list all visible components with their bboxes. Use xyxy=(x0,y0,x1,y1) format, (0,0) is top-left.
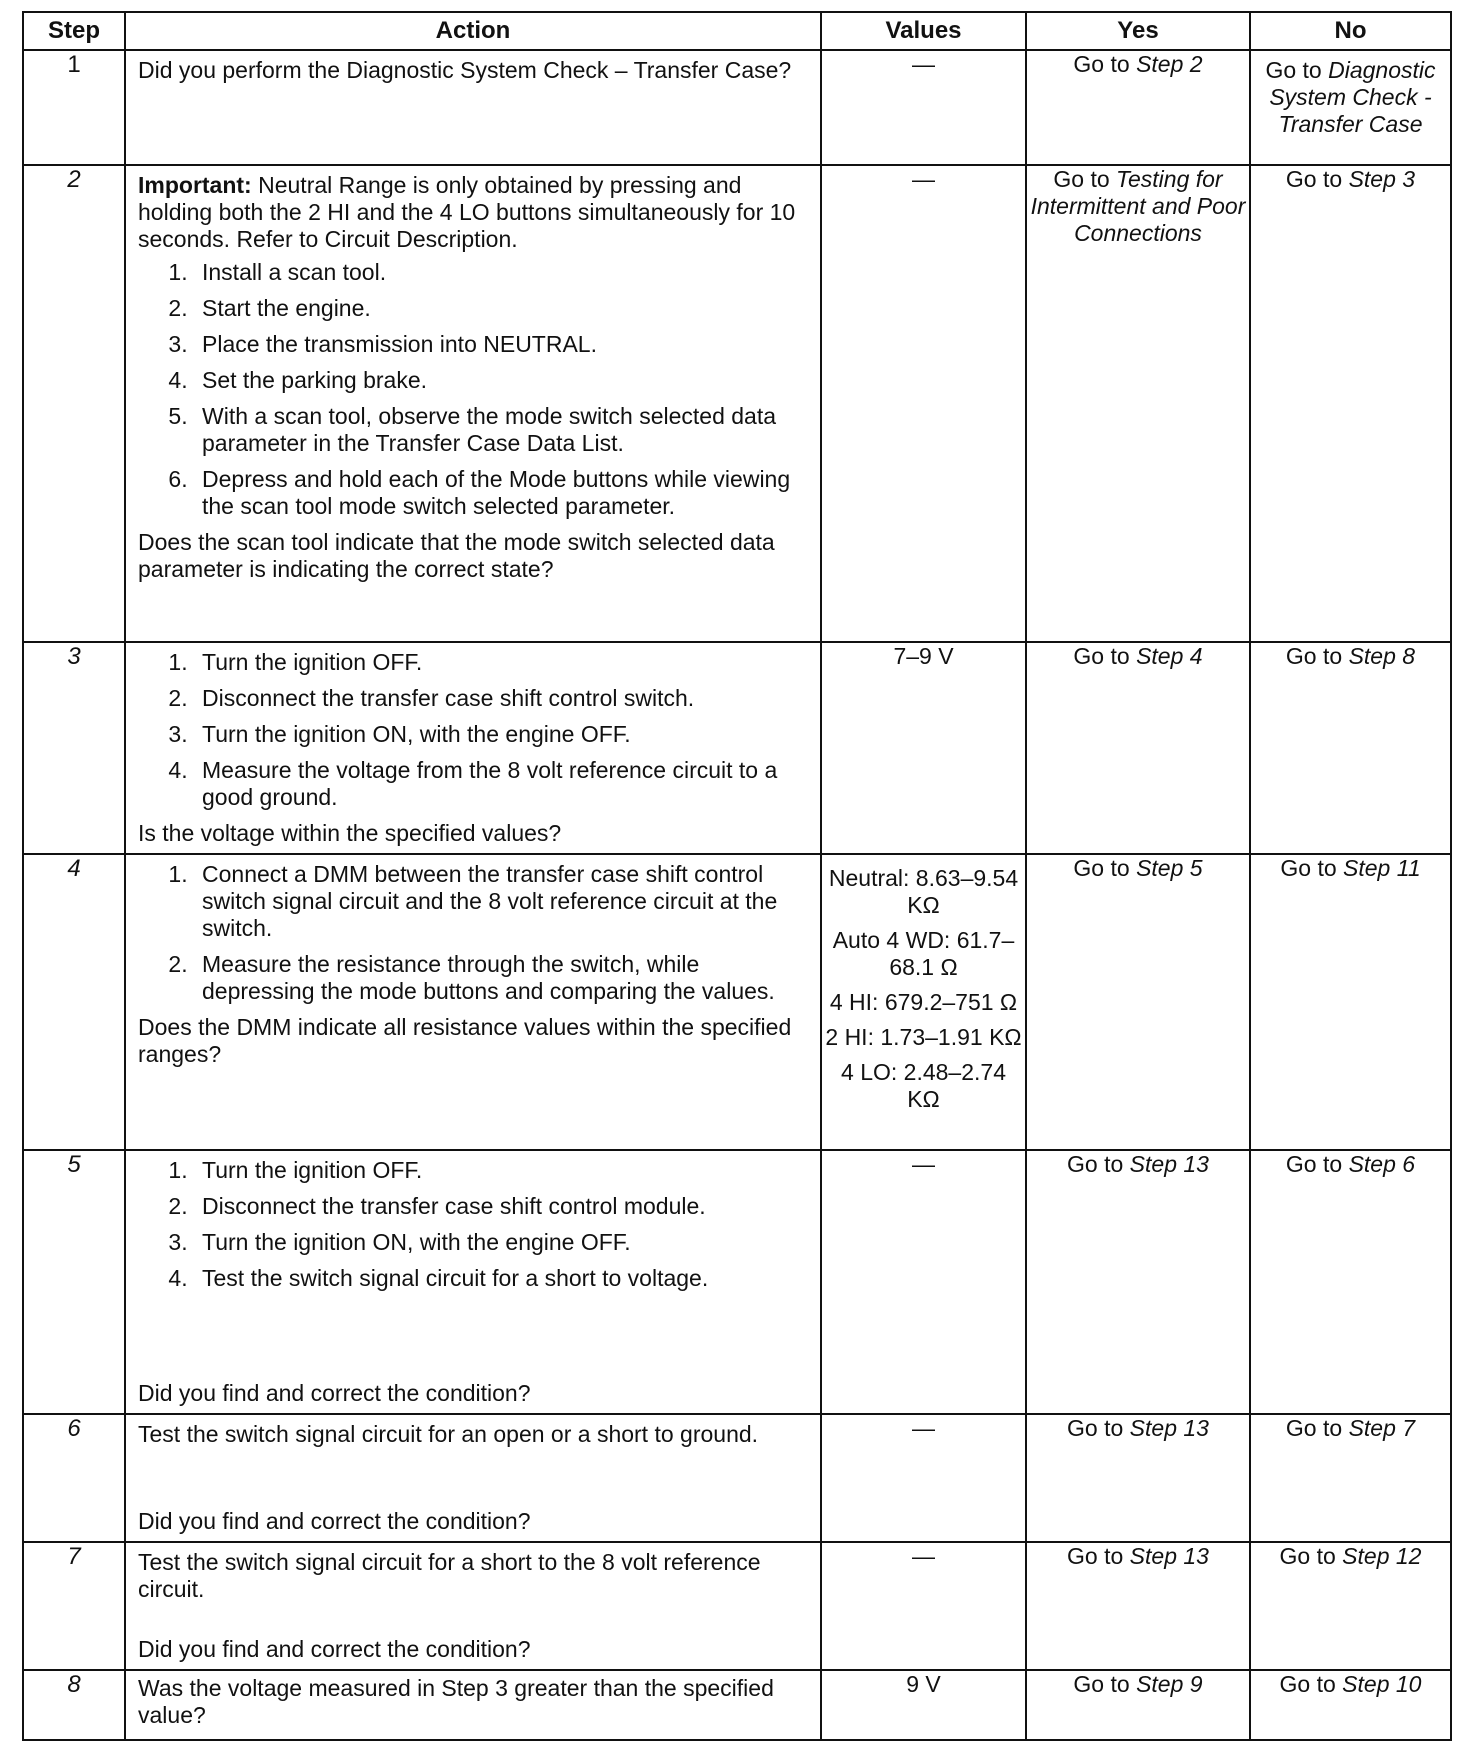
procedure-list xyxy=(138,861,808,1005)
no-prefix: Go to xyxy=(1279,1543,1336,1569)
yes-prefix: Go to xyxy=(1067,1415,1124,1441)
value-item: 4 LO: 2.48–2.74 KΩ xyxy=(841,1059,1006,1112)
no-prefix: Go to xyxy=(1285,1151,1343,1177)
yes-cell xyxy=(1026,1542,1250,1670)
action-cell xyxy=(125,642,821,854)
list-item: 1. Turn the ignition OFF. xyxy=(194,649,808,676)
action-text: Test the switch signal circuit for a short to the 8 volt reference circuit. xyxy=(138,1549,761,1602)
step-number-cell xyxy=(23,50,125,165)
list-item: 2. Disconnect the transfer case shift control module. xyxy=(194,1193,808,1220)
header-row xyxy=(23,12,1451,50)
values-cell xyxy=(821,854,1026,1150)
list-item: 4. Test the switch signal circuit for a short to voltage. xyxy=(194,1265,808,1292)
yes-link[interactable]: Step 13 xyxy=(1129,1151,1209,1177)
step-number-cell xyxy=(23,854,125,1150)
table-row xyxy=(23,1542,1451,1670)
question-text: Does the DMM indicate all resistance values within the specified ranges? xyxy=(138,1014,792,1067)
header-step: Step xyxy=(23,12,125,50)
procedure-list xyxy=(138,649,808,811)
values-text: — xyxy=(912,1543,935,1569)
step-number: 4 xyxy=(67,855,81,882)
table-row xyxy=(23,642,1451,854)
step-number: 2 xyxy=(67,166,81,193)
values-text: — xyxy=(912,51,935,77)
values-cell xyxy=(821,1414,1026,1542)
list-item: 2. Measure the resistance through the switch, while depressing the mode buttons and comparing the values. xyxy=(194,951,808,1005)
yes-cell xyxy=(1026,1670,1250,1740)
important-text: Neutral Range is only obtained by pressing and holding both the 2 HI and the 4 LO buttons simultaneously for 10 seconds. Refer to Circuit Description. xyxy=(138,172,796,252)
values-cell xyxy=(821,1670,1026,1740)
header-action: Action xyxy=(125,12,821,50)
no-prefix: Go to xyxy=(1285,166,1343,192)
value-item: 2 HI: 1.73–1.91 KΩ xyxy=(825,1024,1022,1050)
no-cell xyxy=(1250,1150,1451,1414)
yes-prefix: Go to xyxy=(1073,51,1130,77)
no-cell xyxy=(1250,854,1451,1150)
action-cell xyxy=(125,854,821,1150)
value-item: Auto 4 WD: 61.7–68.1 Ω xyxy=(832,927,1015,980)
yes-link[interactable]: Step 9 xyxy=(1136,1671,1203,1697)
no-link[interactable]: Step 7 xyxy=(1348,1415,1416,1441)
yes-cell xyxy=(1026,1414,1250,1542)
values-text: 7–9 V xyxy=(893,643,954,669)
values-text: — xyxy=(912,1151,935,1177)
no-prefix: Go to xyxy=(1280,855,1337,881)
no-prefix: Go to xyxy=(1265,57,1322,83)
yes-cell xyxy=(1026,165,1250,642)
no-cell xyxy=(1250,642,1451,854)
action-cell xyxy=(125,165,821,642)
step-number-cell xyxy=(23,642,125,854)
no-prefix: Go to xyxy=(1285,643,1343,669)
no-link[interactable]: Step 11 xyxy=(1343,855,1421,881)
step-number: 7 xyxy=(67,1543,81,1570)
no-prefix: Go to xyxy=(1279,1671,1336,1697)
diagnostic-page xyxy=(22,11,1450,1741)
list-item: 6. Depress and hold each of the Mode buttons while viewing the scan tool mode switch selected parameter. xyxy=(194,466,808,520)
procedure-list xyxy=(138,259,808,520)
values-text: — xyxy=(912,166,935,192)
no-link[interactable]: Step 3 xyxy=(1348,166,1416,192)
no-link[interactable]: Step 10 xyxy=(1342,1671,1422,1697)
yes-link[interactable]: Testing for Intermittent and Poor Connections xyxy=(1030,166,1246,246)
yes-cell xyxy=(1026,1150,1250,1414)
yes-cell xyxy=(1026,50,1250,165)
procedure-list xyxy=(138,1157,808,1292)
action-cell xyxy=(125,1542,821,1670)
no-link[interactable]: Diagnostic System Check - Transfer Case xyxy=(1269,57,1436,137)
action-text: Was the voltage measured in Step 3 greater than the specified value? xyxy=(138,1675,774,1728)
yes-prefix: Go to xyxy=(1073,643,1130,669)
no-cell xyxy=(1250,1542,1451,1670)
values-cell xyxy=(821,1150,1026,1414)
step-number: 6 xyxy=(67,1415,81,1442)
list-item: 2. Disconnect the transfer case shift control switch. xyxy=(194,685,808,712)
question-text: Did you find and correct the condition? xyxy=(138,1380,531,1406)
yes-prefix: Go to xyxy=(1073,855,1130,881)
value-item: 4 HI: 679.2–751 Ω xyxy=(829,989,1018,1015)
list-item: 2. Start the engine. xyxy=(194,295,808,322)
yes-prefix: Go to xyxy=(1073,1671,1130,1697)
no-link[interactable]: Step 6 xyxy=(1348,1151,1416,1177)
question-text: Did you find and correct the condition? xyxy=(138,1508,531,1534)
step-number-cell xyxy=(23,1414,125,1542)
yes-link[interactable]: Step 13 xyxy=(1129,1543,1209,1569)
values-text: — xyxy=(912,1415,935,1441)
list-item: 1. Connect a DMM between the transfer case shift control switch signal circuit and the 8 volt reference circuit at the switch. xyxy=(194,861,808,942)
table-row xyxy=(23,1670,1451,1740)
no-link[interactable]: Step 8 xyxy=(1348,643,1416,669)
values-cell xyxy=(821,165,1026,642)
list-item: 1. Install a scan tool. xyxy=(194,259,808,286)
no-cell xyxy=(1250,1414,1451,1542)
no-prefix: Go to xyxy=(1285,1415,1343,1441)
table-row xyxy=(23,1414,1451,1542)
step-number-cell xyxy=(23,1542,125,1670)
list-item: 4. Measure the voltage from the 8 volt reference circuit to a good ground. xyxy=(194,757,808,811)
header-values: Values xyxy=(821,12,1026,50)
no-cell xyxy=(1250,1670,1451,1740)
header-no: No xyxy=(1250,12,1451,50)
yes-link[interactable]: Step 13 xyxy=(1129,1415,1209,1441)
action-cell xyxy=(125,1414,821,1542)
step-number-cell xyxy=(23,1670,125,1740)
table-row xyxy=(23,854,1451,1150)
action-cell xyxy=(125,1150,821,1414)
question-text: Does the scan tool indicate that the mode switch selected data parameter is indicating the correct state? xyxy=(138,529,775,582)
values-text: 9 V xyxy=(906,1671,941,1697)
yes-link[interactable]: Step 2 xyxy=(1136,51,1203,77)
diagnostic-table xyxy=(22,11,1452,1741)
step-number-cell xyxy=(23,165,125,642)
yes-link[interactable]: Step 5 xyxy=(1136,855,1203,881)
list-item: 1. Turn the ignition OFF. xyxy=(194,1157,808,1184)
list-item: 4. Set the parking brake. xyxy=(194,367,808,394)
list-item: 5. With a scan tool, observe the mode switch selected data parameter in the Transfer Case Data List. xyxy=(194,403,808,457)
yes-prefix: Go to xyxy=(1053,166,1110,192)
no-cell xyxy=(1250,165,1451,642)
no-link[interactable]: Step 12 xyxy=(1342,1543,1422,1569)
list-item: 3. Turn the ignition ON, with the engine OFF. xyxy=(194,1229,808,1256)
values-cell xyxy=(821,642,1026,854)
step-number: 5 xyxy=(67,1151,81,1178)
list-item: 3. Place the transmission into NEUTRAL. xyxy=(194,331,808,358)
list-item: 3. Turn the ignition ON, with the engine OFF. xyxy=(194,721,808,748)
yes-link[interactable]: Step 4 xyxy=(1136,643,1203,669)
important-label: Important: xyxy=(138,172,252,198)
value-item: Neutral: 8.63–9.54 KΩ xyxy=(828,865,1019,918)
table-row xyxy=(23,50,1451,165)
step-number: 8 xyxy=(67,1671,81,1698)
action-text: Test the switch signal circuit for an open or a short to ground. xyxy=(138,1421,759,1447)
action-text: Did you perform the Diagnostic System Check – Transfer Case? xyxy=(138,57,792,83)
table-row xyxy=(23,1150,1451,1414)
values-cell xyxy=(821,1542,1026,1670)
yes-cell xyxy=(1026,642,1250,854)
values-cell xyxy=(821,50,1026,165)
question-text: Did you find and correct the condition? xyxy=(138,1636,531,1662)
action-cell xyxy=(125,1670,821,1740)
table-row xyxy=(23,165,1451,642)
yes-prefix: Go to xyxy=(1067,1151,1124,1177)
question-text: Is the voltage within the specified values? xyxy=(138,820,562,846)
yes-cell xyxy=(1026,854,1250,1150)
header-yes: Yes xyxy=(1026,12,1250,50)
no-cell xyxy=(1250,50,1451,165)
yes-prefix: Go to xyxy=(1067,1543,1124,1569)
step-number: 3 xyxy=(67,643,81,670)
action-cell xyxy=(125,50,821,165)
step-number: 1 xyxy=(67,51,81,78)
step-number-cell xyxy=(23,1150,125,1414)
